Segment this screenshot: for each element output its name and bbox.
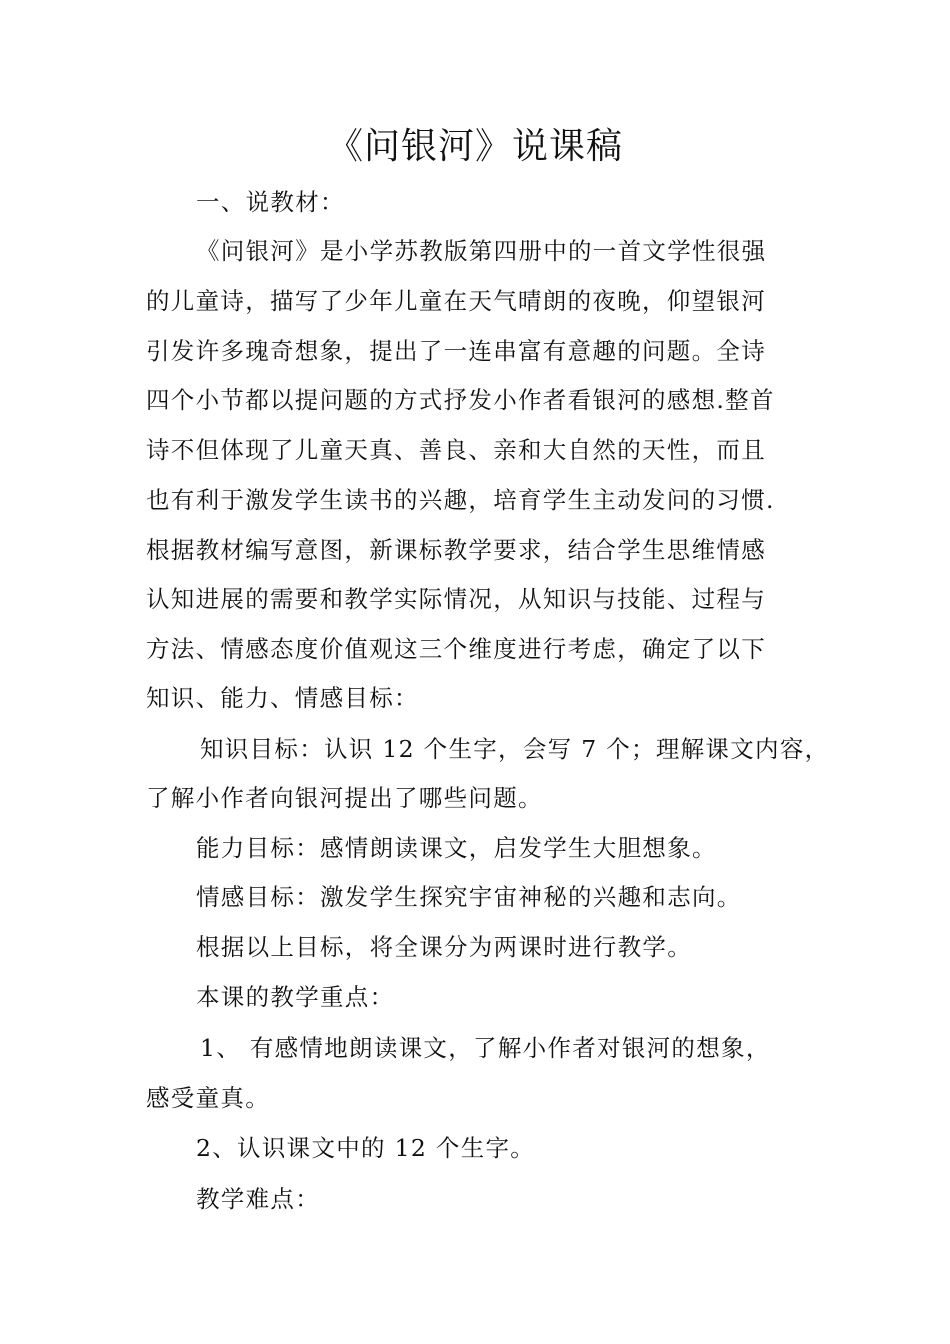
- difficulty-heading: 教学难点：: [196, 1185, 320, 1213]
- key-point-2: 2、认识课文中的 12 个生字。: [196, 1134, 536, 1162]
- paragraph-line: 也有利于激发学生读书的兴趣，培育学生主动发问的习惯.: [146, 486, 775, 514]
- paragraph-line: 诗不但体现了儿童天真、善良、亲和大自然的天性，而且: [146, 436, 766, 464]
- lesson-plan: 根据以上目标，将全课分为两课时进行教学。: [196, 933, 692, 961]
- knowledge-goal-line: 了解小作者向银河提出了哪些问题。: [146, 784, 543, 812]
- paragraph-line: 认知进展的需要和教学实际情况，从知识与技能、过程与: [146, 585, 766, 613]
- paragraph-line: 四个小节都以提问题的方式抒发小作者看银河的感想.整首: [146, 386, 775, 414]
- page-title: 《问银河》说课稿: [326, 126, 623, 167]
- paragraph-line: 方法、情感态度价值观这三个维度进行考虑，确定了以下: [146, 635, 766, 663]
- paragraph-line: 的儿童诗，描写了少年儿童在天气晴朗的夜晚，仰望银河: [146, 287, 766, 315]
- paragraph-line: 《问银河》是小学苏教版第四册中的一首文学性很强: [196, 237, 767, 265]
- key-points-heading: 本课的教学重点：: [196, 983, 395, 1011]
- ability-goal: 能力目标：感情朗读课文，启发学生大胆想象。: [196, 834, 717, 862]
- key-point-line: 1、 有感情地朗读课文，了解小作者对银河的想象，: [200, 1034, 771, 1062]
- paragraph-line: 根据教材编写意图，新课标教学要求，结合学生思维情感: [146, 536, 766, 564]
- section-heading: 一、说教材：: [196, 188, 345, 216]
- paragraph-line: 引发许多瑰奇想象，提出了一连串富有意趣的问题。全诗: [146, 337, 766, 365]
- knowledge-goal-line: 知识目标：认识 12 个生字，会写 7 个；理解课文内容，: [200, 735, 830, 763]
- key-point-line: 感受童真。: [146, 1084, 270, 1112]
- emotion-goal: 情感目标：激发学生探究宇宙神秘的兴趣和志向。: [196, 883, 742, 911]
- paragraph-line: 知识、能力、情感目标：: [146, 684, 419, 712]
